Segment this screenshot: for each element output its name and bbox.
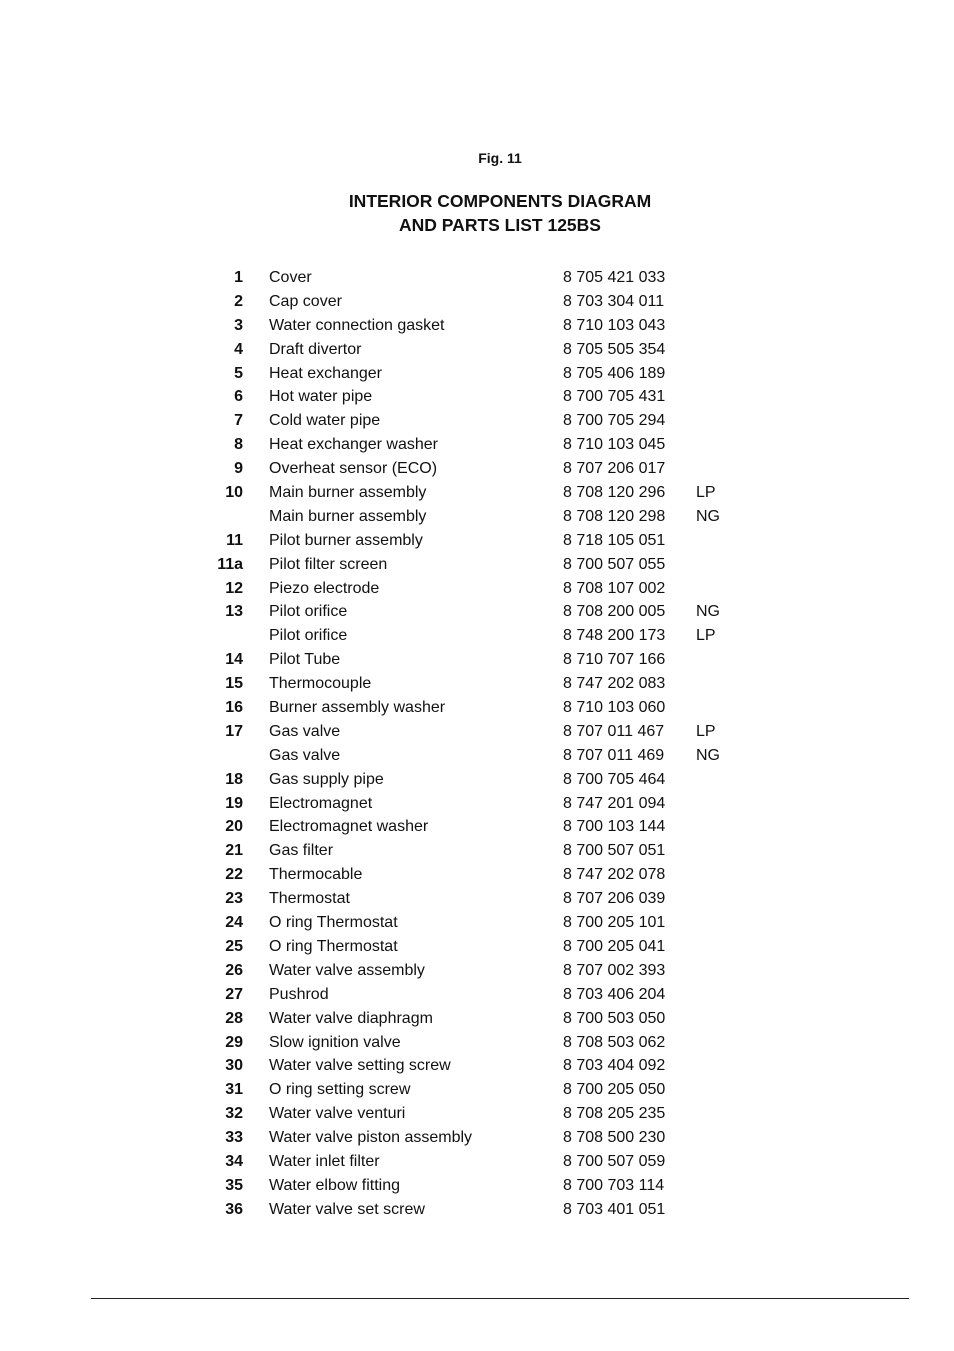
parts-row	[0, 1126, 954, 1150]
part-catalog-number: 8 747 202 078	[563, 866, 666, 884]
parts-row	[0, 600, 954, 624]
parts-row	[0, 409, 954, 433]
part-description: Pilot orifice	[269, 627, 348, 645]
part-catalog-number: 8 707 002 393	[563, 961, 666, 979]
part-description: Water inlet filter	[269, 1152, 380, 1170]
part-catalog-number: 8 703 304 011	[563, 292, 665, 310]
part-description: Pilot Tube	[269, 651, 341, 669]
part-description: O ring setting screw	[269, 1081, 411, 1099]
parts-row	[0, 529, 954, 553]
part-description: Heat exchanger washer	[269, 436, 438, 454]
parts-row	[0, 314, 954, 338]
part-description: Overheat sensor (ECO)	[269, 460, 438, 478]
part-description: Water valve diaphragm	[269, 1009, 433, 1027]
parts-row	[0, 792, 954, 816]
part-description: Electromagnet	[269, 794, 373, 812]
parts-row	[0, 935, 954, 959]
part-number-index: 16	[225, 699, 243, 717]
part-number-index: 12	[225, 579, 243, 597]
part-number-index: 4	[234, 340, 243, 358]
part-catalog-number: 8 707 206 039	[563, 890, 666, 908]
part-catalog-number: 8 718 105 051	[563, 531, 666, 549]
part-catalog-number: 8 708 107 002	[563, 579, 666, 597]
part-number-index: 5	[234, 364, 243, 382]
part-catalog-number: 8 705 406 189	[563, 364, 666, 382]
part-description: Electromagnet washer	[269, 818, 429, 836]
part-number-index: 10	[225, 484, 243, 502]
parts-row	[0, 457, 954, 481]
parts-row	[0, 433, 954, 457]
part-number-index: 21	[225, 842, 243, 860]
part-catalog-number: 8 748 200 173	[563, 627, 666, 645]
parts-row	[0, 696, 954, 720]
parts-row	[0, 1174, 954, 1198]
part-catalog-number: 8 708 205 235	[563, 1105, 666, 1123]
part-catalog-number: 8 708 120 298	[563, 507, 666, 525]
parts-row	[0, 1007, 954, 1031]
part-description: Water elbow fitting	[269, 1176, 401, 1194]
part-catalog-number: 8 707 011 469	[563, 746, 665, 764]
parts-list	[0, 266, 954, 1222]
part-description: Thermostat	[269, 890, 350, 908]
figure-label: Fig. 11	[478, 150, 522, 166]
part-description: O ring Thermostat	[269, 914, 398, 932]
part-description: Thermocouple	[269, 675, 372, 693]
parts-row	[0, 481, 954, 505]
parts-row	[0, 1054, 954, 1078]
parts-row	[0, 1102, 954, 1126]
part-number-index: 8	[234, 436, 243, 454]
part-number-index: 9	[234, 460, 243, 478]
part-catalog-number: 8 700 705 294	[563, 412, 666, 430]
parts-row	[0, 959, 954, 983]
parts-row	[0, 744, 954, 768]
part-catalog-number: 8 705 421 033	[563, 269, 666, 286]
part-description: Gas supply pipe	[269, 770, 384, 788]
part-catalog-number: 8 700 205 041	[563, 937, 666, 955]
part-gas-type: LP	[696, 722, 716, 740]
parts-row	[0, 1150, 954, 1174]
part-description: Water valve venturi	[269, 1105, 406, 1123]
parts-row	[0, 624, 954, 648]
part-description: Cover	[269, 269, 312, 286]
part-catalog-number: 8 703 406 204	[563, 985, 666, 1003]
part-number-index: 24	[225, 914, 243, 932]
part-catalog-number: 8 703 404 092	[563, 1057, 666, 1075]
part-description: Gas valve	[269, 746, 341, 764]
part-description: Burner assembly washer	[269, 699, 446, 717]
part-catalog-number: 8 708 120 296	[563, 484, 666, 502]
part-catalog-number: 8 700 507 055	[563, 555, 666, 573]
parts-row	[0, 577, 954, 601]
part-catalog-number: 8 700 705 464	[563, 770, 666, 788]
part-description: Gas valve	[269, 722, 341, 740]
part-description: Slow ignition valve	[269, 1033, 401, 1051]
part-gas-type: NG	[696, 746, 720, 764]
part-number-index: 13	[225, 603, 243, 621]
part-number-index: 22	[225, 866, 243, 884]
part-gas-type: NG	[696, 507, 720, 525]
part-number-index: 2	[234, 292, 243, 310]
parts-row	[0, 385, 954, 409]
part-number-index: 15	[225, 675, 243, 693]
part-number-index: 14	[225, 651, 243, 669]
part-number-index: 34	[225, 1152, 243, 1170]
part-description: Pushrod	[269, 985, 329, 1003]
part-catalog-number: 8 707 206 017	[563, 460, 666, 478]
part-catalog-number: 8 705 505 354	[563, 340, 666, 358]
part-catalog-number: 8 707 011 467	[563, 722, 665, 740]
parts-row	[0, 839, 954, 863]
part-description: Heat exchanger	[269, 364, 382, 382]
part-gas-type: NG	[696, 603, 720, 621]
parts-row	[0, 362, 954, 386]
part-catalog-number: 8 700 103 144	[563, 818, 666, 836]
parts-row	[0, 290, 954, 314]
part-catalog-number: 8 700 705 431	[563, 388, 666, 406]
part-number-index: 6	[234, 388, 243, 406]
part-number-index: 3	[234, 316, 243, 334]
part-number-index: 17	[225, 722, 243, 740]
part-description: Main burner assembly	[269, 507, 427, 525]
part-catalog-number: 8 700 205 101	[563, 914, 666, 932]
parts-row	[0, 1031, 954, 1055]
part-gas-type: LP	[696, 484, 716, 502]
part-catalog-number: 8 700 205 050	[563, 1081, 666, 1099]
part-number-index: 26	[225, 961, 243, 979]
parts-row	[0, 672, 954, 696]
parts-row	[0, 505, 954, 529]
part-gas-type: LP	[696, 627, 716, 645]
parts-row	[0, 863, 954, 887]
part-description: Draft divertor	[269, 340, 362, 358]
part-number-index: 28	[225, 1009, 243, 1027]
part-description: Cold water pipe	[269, 412, 381, 430]
parts-row	[0, 266, 954, 290]
parts-row	[0, 768, 954, 792]
part-number-index: 23	[225, 890, 243, 908]
part-description: Pilot orifice	[269, 603, 348, 621]
part-number-index: 18	[225, 770, 243, 788]
part-description: Water valve piston assembly	[269, 1129, 473, 1147]
footer-divider	[91, 1298, 909, 1299]
part-catalog-number: 8 708 503 062	[563, 1033, 666, 1051]
part-description: Water valve assembly	[269, 961, 425, 979]
part-catalog-number: 8 747 201 094	[563, 794, 666, 812]
part-catalog-number: 8 700 703 114	[563, 1176, 665, 1194]
part-catalog-number: 8 700 507 051	[563, 842, 666, 860]
part-number-index: 32	[225, 1105, 243, 1123]
part-catalog-number: 8 710 103 043	[563, 316, 666, 334]
part-description: Pilot burner assembly	[269, 531, 423, 549]
part-description: Gas filter	[269, 842, 334, 860]
part-catalog-number: 8 747 202 083	[563, 675, 666, 693]
part-description: Cap cover	[269, 292, 342, 310]
part-number-index: 19	[225, 794, 243, 812]
part-number-index: 20	[225, 818, 243, 836]
part-number-index: 11	[226, 531, 243, 549]
page-title-line-2: AND PARTS LIST 125BS	[399, 215, 601, 235]
part-catalog-number: 8 700 507 059	[563, 1152, 666, 1170]
parts-row	[0, 648, 954, 672]
part-description: Water valve setting screw	[269, 1057, 451, 1075]
part-number-index: 25	[225, 937, 243, 955]
part-number-index: 33	[225, 1129, 243, 1147]
parts-row	[0, 983, 954, 1007]
part-description: Pilot filter screen	[269, 555, 388, 573]
parts-row	[0, 911, 954, 935]
part-catalog-number: 8 703 401 051	[563, 1200, 666, 1218]
part-catalog-number: 8 708 200 005	[563, 603, 666, 621]
part-description: Hot water pipe	[269, 388, 373, 406]
part-description: Water valve set screw	[269, 1200, 425, 1218]
parts-row	[0, 815, 954, 839]
parts-row	[0, 1198, 954, 1222]
parts-row	[0, 887, 954, 911]
part-number-index: 27	[225, 985, 243, 1003]
part-catalog-number: 8 710 707 166	[563, 651, 666, 669]
part-number-index: 29	[225, 1033, 243, 1051]
part-catalog-number: 8 708 500 230	[563, 1129, 666, 1147]
parts-row	[0, 338, 954, 362]
part-number-index: 1	[234, 269, 243, 286]
part-number-index: 11a	[217, 555, 243, 573]
part-description: Thermocable	[269, 866, 363, 884]
part-catalog-number: 8 700 503 050	[563, 1009, 666, 1027]
part-catalog-number: 8 710 103 045	[563, 436, 666, 454]
part-number-index: 7	[234, 412, 243, 430]
part-description: O ring Thermostat	[269, 937, 398, 955]
parts-row	[0, 553, 954, 577]
part-number-index: 30	[225, 1057, 243, 1075]
parts-row	[0, 720, 954, 744]
part-description: Piezo electrode	[269, 579, 380, 597]
part-number-index: 36	[225, 1200, 243, 1218]
part-number-index: 31	[225, 1081, 243, 1099]
part-catalog-number: 8 710 103 060	[563, 699, 666, 717]
page-title-line-1: INTERIOR COMPONENTS DIAGRAM	[348, 191, 652, 211]
part-number-index: 35	[225, 1176, 243, 1194]
part-description: Water connection gasket	[269, 316, 445, 334]
parts-row	[0, 1078, 954, 1102]
part-description: Main burner assembly	[269, 484, 427, 502]
